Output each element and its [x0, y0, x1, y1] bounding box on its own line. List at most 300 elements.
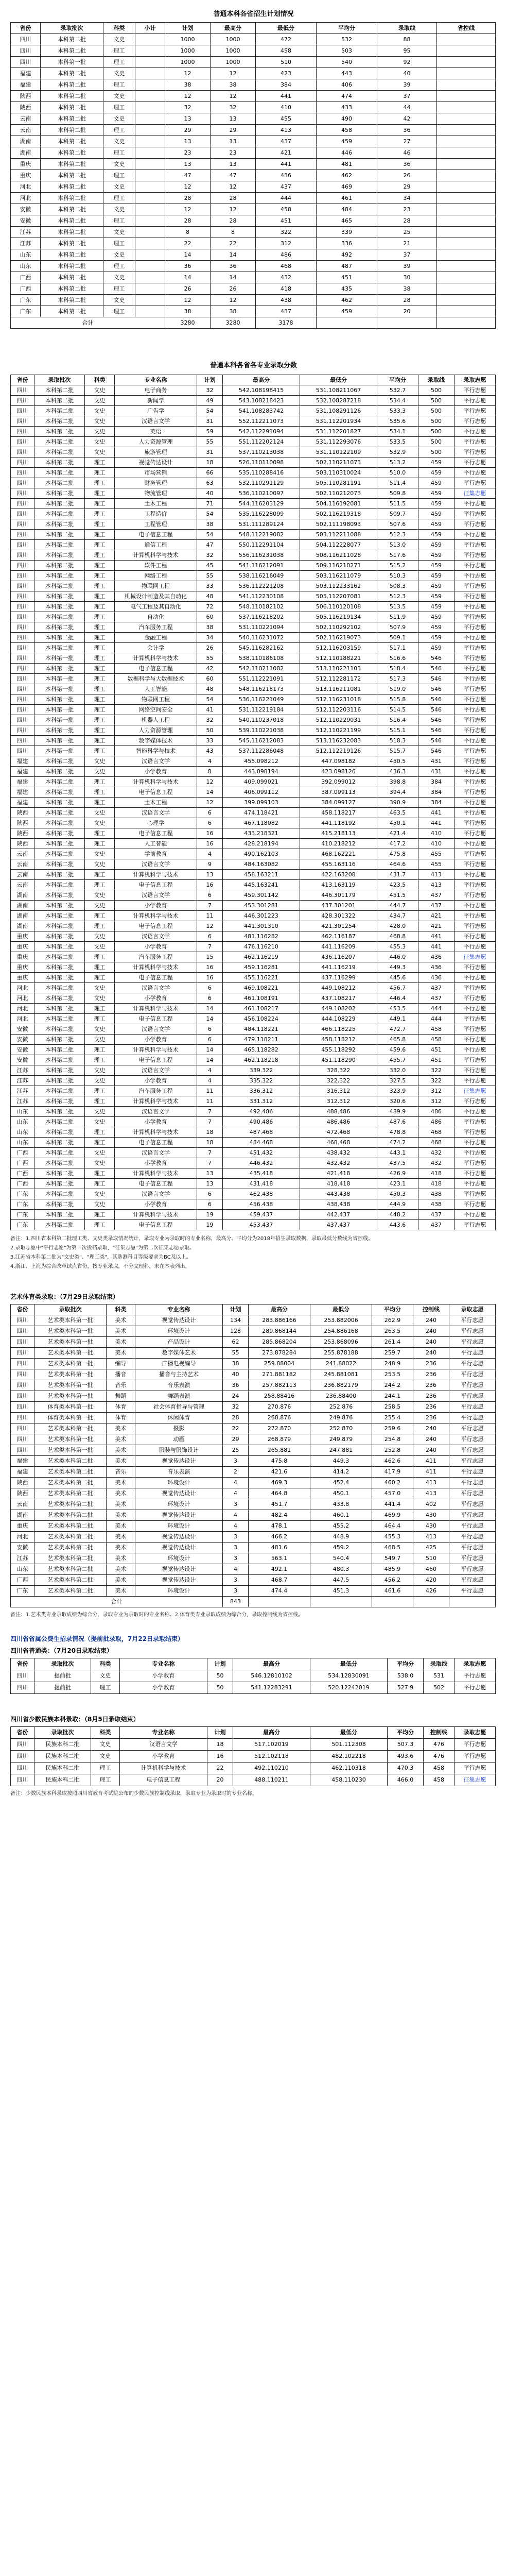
- table-cell: 陕西: [11, 839, 34, 849]
- table-cell: 陕西: [11, 808, 34, 818]
- table-cell: 459.301142: [223, 890, 300, 901]
- table-cell: 272.870: [249, 1423, 310, 1434]
- table-cell: 本科第二批: [34, 767, 85, 777]
- table-cell: 理工: [85, 561, 115, 571]
- table-cell: 490.162103: [223, 849, 300, 859]
- table-cell: 理工: [85, 684, 115, 694]
- table-cell: 理工: [85, 952, 115, 962]
- table-row: [11, 1553, 496, 1564]
- table-cell: 441: [256, 159, 317, 170]
- table-cell: 444.7: [377, 901, 418, 911]
- table-cell: 广东: [11, 1199, 34, 1210]
- table-cell: 428.301322: [300, 911, 377, 921]
- table-cell: 513.110221103: [300, 664, 377, 674]
- table-cell: 456.7: [377, 983, 418, 993]
- table-cell: 254.886168: [310, 1326, 372, 1337]
- table-cell: 504.116192081: [300, 499, 377, 509]
- table-cell: 体育: [107, 1413, 135, 1423]
- table-cell: 电子信息工程: [115, 787, 197, 798]
- table-cell: 文史: [85, 1158, 115, 1168]
- table-cell: 413: [418, 880, 454, 890]
- table-cell: 455: [256, 113, 317, 125]
- table-cell: [437, 57, 496, 68]
- table-cell: 本科第二批: [34, 1199, 85, 1210]
- table-cell: 451.3: [310, 1586, 372, 1597]
- table-cell: 247.881: [310, 1445, 372, 1456]
- table-cell: 54: [197, 406, 223, 416]
- table-cell: 本科第二批: [34, 1210, 85, 1220]
- art-table-header: [11, 1304, 496, 1315]
- table-cell: 459.116281: [223, 962, 300, 973]
- table-row: [11, 45, 496, 57]
- table-cell: 478.8: [377, 1127, 418, 1138]
- table-cell: 文史: [85, 1107, 115, 1117]
- table-cell: 509.7: [377, 509, 418, 519]
- table-row: [11, 1359, 496, 1369]
- table-cell: 江苏: [11, 1076, 34, 1086]
- table-cell: 3: [223, 1499, 249, 1510]
- table-cell: 本科第二批: [41, 283, 103, 295]
- table-cell: 四川: [11, 581, 34, 591]
- table-cell: 32: [165, 102, 211, 113]
- table-cell: 社会体育指导与管理: [135, 1402, 223, 1413]
- table-cell: 32: [197, 385, 223, 396]
- table-cell: 512.3: [377, 591, 418, 602]
- table-cell: 四川: [11, 519, 34, 530]
- table-cell: 视觉传达设计: [135, 1564, 223, 1575]
- table-cell: 545.116282162: [223, 643, 300, 653]
- table-cell: 480.3: [310, 1564, 372, 1575]
- table-cell: 平行志愿: [454, 808, 496, 818]
- table-cell: 532.110291129: [223, 478, 300, 488]
- table-cell: 25: [377, 227, 437, 238]
- table-row: [11, 272, 496, 283]
- table-cell: 32: [197, 550, 223, 561]
- table-cell: 474.2: [377, 1138, 418, 1148]
- table-row: [11, 787, 496, 798]
- table-cell: 四川: [11, 396, 34, 406]
- table-cell: [135, 170, 165, 181]
- table-row: [11, 68, 496, 79]
- table-cell: 理工: [103, 57, 135, 68]
- table-cell: 468: [418, 1127, 454, 1138]
- public-table-header: [11, 1658, 496, 1670]
- table-cell: 128: [223, 1326, 249, 1337]
- table-cell: 计算机科学与技术: [115, 1004, 197, 1014]
- table-cell: 平行志愿: [449, 1423, 496, 1434]
- table-cell: 26: [197, 643, 223, 653]
- table-cell: 电子商务: [115, 385, 197, 396]
- table-row: [11, 808, 496, 818]
- table-cell: 3: [223, 1553, 249, 1564]
- table-cell: 513.2: [377, 457, 418, 468]
- table-cell: 431: [418, 767, 454, 777]
- table-cell: 434.7: [377, 911, 418, 921]
- table-cell: [135, 125, 165, 136]
- table-cell: 工程造价: [115, 509, 197, 519]
- table-cell: 艺术类本科第一批: [34, 1315, 107, 1326]
- table-cell: 12: [165, 91, 211, 102]
- column-header: 平均分: [377, 375, 418, 385]
- table-cell: 415.218113: [300, 828, 377, 839]
- table-cell: 四川: [11, 1423, 34, 1434]
- column-header: 最高分: [211, 23, 256, 34]
- table-cell: 31: [197, 447, 223, 457]
- table-cell: 理工: [85, 787, 115, 798]
- table-cell: 理工: [85, 633, 115, 643]
- table-cell: 本科第二批: [34, 911, 85, 921]
- table-row: [11, 1107, 496, 1117]
- table-cell: 466.118225: [300, 1024, 377, 1035]
- table-cell: 502.110292102: [300, 622, 377, 633]
- table-cell: 249.879: [310, 1434, 372, 1445]
- table-cell: 38: [223, 1359, 249, 1369]
- table-cell: 环境设计: [135, 1478, 223, 1488]
- table-row: [11, 1096, 496, 1107]
- table-row: [11, 942, 496, 952]
- table-cell: 文史: [85, 818, 115, 828]
- column-header: 省份: [11, 1304, 34, 1315]
- table-cell: 450.1: [310, 1488, 372, 1499]
- table-cell: 423: [256, 68, 317, 79]
- table-cell: 平行志愿: [454, 1682, 496, 1694]
- table-cell: 美术: [107, 1499, 135, 1510]
- table-cell: 410: [418, 828, 454, 839]
- column-header: 省控线: [437, 23, 496, 34]
- table-cell: 本科第二批: [34, 931, 85, 942]
- table-row: [11, 159, 496, 170]
- table-cell: 248.9: [372, 1359, 413, 1369]
- table-cell: 258.5: [372, 1402, 413, 1413]
- table-cell: 本科第二批: [34, 540, 85, 550]
- table-cell: 本科第二批: [34, 798, 85, 808]
- table-cell: 河北: [11, 181, 41, 193]
- table-cell: 陕西: [11, 1488, 34, 1499]
- table-cell: 电子信息工程: [115, 880, 197, 890]
- table-cell: 平行志愿: [449, 1521, 496, 1532]
- table-cell: 本科第二批: [34, 1107, 85, 1117]
- table-cell: 253.5: [372, 1369, 413, 1380]
- table-row: [11, 1774, 496, 1786]
- table-cell: 本科第一批: [34, 684, 85, 694]
- table-row: [11, 1168, 496, 1179]
- table-cell: 459: [317, 136, 377, 147]
- table-cell: 459: [418, 478, 454, 488]
- table-cell: 山东: [11, 249, 41, 261]
- table-cell: 本科第二批: [34, 1004, 85, 1014]
- table-cell: 四川: [11, 1445, 34, 1456]
- table-cell: 理工: [85, 1168, 115, 1179]
- table-cell: 四川: [11, 1380, 34, 1391]
- table-cell: 文史: [85, 437, 115, 447]
- table-row: [11, 653, 496, 664]
- table-cell: 468.162221: [300, 849, 377, 859]
- table-cell: 7: [197, 1158, 223, 1168]
- table-cell: 88: [377, 34, 437, 45]
- table-cell: 本科第二批: [34, 1035, 85, 1045]
- table-cell: 汉语言文学: [115, 416, 197, 427]
- table-cell: 322: [418, 1065, 454, 1076]
- table-cell: 406: [317, 79, 377, 91]
- table-cell: 446.432: [223, 1158, 300, 1168]
- table-cell: 环境设计: [135, 1586, 223, 1597]
- table-cell: 重庆: [11, 931, 34, 942]
- table-cell: 物联网工程: [115, 581, 197, 591]
- table-cell: 384: [418, 777, 454, 787]
- table-cell: 平行志愿: [454, 736, 496, 746]
- table-cell: 540.4: [310, 1553, 372, 1564]
- table-cell: 38: [377, 283, 437, 295]
- table-row: [11, 746, 496, 756]
- table-cell: 平行志愿: [454, 396, 496, 406]
- table-cell: 人工智能: [115, 839, 197, 849]
- table-row: [11, 1488, 496, 1499]
- table-cell: [135, 68, 165, 79]
- table-cell: 22: [207, 1762, 233, 1774]
- table-cell: 本科第一批: [34, 736, 85, 746]
- table-cell: 339.322: [223, 1065, 300, 1076]
- table-cell: 482.4: [249, 1510, 310, 1521]
- table-cell: 四川: [11, 746, 34, 756]
- table-cell: 459: [418, 457, 454, 468]
- table-cell: 517.1: [377, 643, 418, 653]
- column-header: 科类: [107, 1304, 135, 1315]
- table-cell: 459.437: [223, 1210, 300, 1220]
- table-cell: 平行志愿: [454, 468, 496, 478]
- table-cell: 理工: [85, 973, 115, 983]
- table-cell: 6: [197, 808, 223, 818]
- column-header: 科类: [91, 1727, 120, 1739]
- table-cell: 470.3: [388, 1762, 424, 1774]
- table-row: [11, 170, 496, 181]
- table-row: [11, 1575, 496, 1586]
- table-cell: 542.108198415: [223, 385, 300, 396]
- table-cell: 448.2: [377, 1210, 418, 1220]
- table-cell: 500: [418, 406, 454, 416]
- table-cell: 6: [197, 1024, 223, 1035]
- table-cell: 437: [418, 890, 454, 901]
- table-cell: 390.9: [377, 798, 418, 808]
- table-cell: 征集志愿: [454, 1086, 496, 1096]
- table-cell: 36: [377, 159, 437, 170]
- table-cell: 458: [424, 1774, 454, 1786]
- table-cell: 458: [256, 204, 317, 215]
- table-cell: 502.116219318: [300, 509, 377, 519]
- column-header: 平均分: [388, 1727, 424, 1739]
- table-cell: 平行志愿: [454, 1096, 496, 1107]
- table-cell: 美术: [107, 1488, 135, 1499]
- table-cell: 26: [211, 283, 256, 295]
- table-row: [11, 1076, 496, 1086]
- table-cell: 438: [256, 295, 317, 306]
- table-cell: 437: [418, 983, 454, 993]
- table-cell: 437: [418, 1220, 454, 1230]
- table-cell: 50: [207, 1682, 233, 1694]
- table-cell: 28: [377, 295, 437, 306]
- table-cell: 产品设计: [135, 1337, 223, 1348]
- table-cell: 16: [207, 1751, 233, 1762]
- table-row: [11, 1670, 496, 1682]
- table-cell: [135, 79, 165, 91]
- table-cell: 四川: [11, 1391, 34, 1402]
- table-cell: 27: [377, 136, 437, 147]
- table-cell: 500: [418, 427, 454, 437]
- table-cell: 体育类本科第一批: [34, 1413, 107, 1423]
- table-cell: 艺术类本科第一批: [34, 1445, 107, 1456]
- table-row: [11, 1326, 496, 1337]
- table-cell: 理工: [85, 602, 115, 612]
- table-cell: 理工: [85, 519, 115, 530]
- table-cell: [249, 1597, 310, 1607]
- table-cell: 332.0: [377, 1065, 418, 1076]
- table-cell: 平行志愿: [454, 653, 496, 664]
- table-cell: 福建: [11, 68, 41, 79]
- table-cell: 259.7: [372, 1348, 413, 1359]
- table-cell: 文史: [103, 68, 135, 79]
- table-cell: 理工: [103, 45, 135, 57]
- column-header: 录取志愿: [454, 1658, 496, 1670]
- table-row: [11, 798, 496, 808]
- table-cell: 533.3: [377, 406, 418, 416]
- table-cell: 本科第二批: [41, 215, 103, 227]
- table-cell: 531: [424, 1670, 454, 1682]
- table-cell: 458: [418, 1024, 454, 1035]
- table-cell: 本科第二批: [34, 519, 85, 530]
- table-cell: 小学教育: [115, 1199, 197, 1210]
- table-cell: 平行志愿: [449, 1586, 496, 1597]
- table-cell: 398.8: [377, 777, 418, 787]
- table-cell: 446.0: [377, 952, 418, 962]
- table-cell: 音乐: [107, 1467, 135, 1478]
- table-row: [11, 1065, 496, 1076]
- table-cell: 249.876: [310, 1413, 372, 1423]
- table-cell: 平行志愿: [454, 870, 496, 880]
- table-cell: 486: [418, 1107, 454, 1117]
- table-cell: 502: [424, 1682, 454, 1694]
- table-cell: 446.4: [377, 993, 418, 1004]
- table-cell: 469.9: [372, 1510, 413, 1521]
- table-cell: 546: [418, 674, 454, 684]
- table-cell: 513.0: [377, 540, 418, 550]
- table-cell: 436.116207: [300, 952, 377, 962]
- total-row: [11, 317, 496, 329]
- table-cell: 4: [197, 1065, 223, 1076]
- table-cell: 63: [197, 478, 223, 488]
- table-row: [11, 530, 496, 540]
- table-cell: 458: [424, 1762, 454, 1774]
- table-cell: 552.112211073: [223, 416, 300, 427]
- table-cell: 四川: [11, 1326, 34, 1337]
- table-cell: 505.110281191: [300, 478, 377, 488]
- table-cell: 智能科学与技术: [115, 746, 197, 756]
- table-cell: [437, 215, 496, 227]
- table-cell: 542.110211082: [223, 664, 300, 674]
- table-cell: 532.108287218: [300, 396, 377, 406]
- table-cell: 481: [317, 159, 377, 170]
- table-row: [11, 715, 496, 725]
- table-cell: 平行志愿: [454, 1210, 496, 1220]
- table-cell: 平行志愿: [454, 571, 496, 581]
- table-row: [11, 1467, 496, 1478]
- table-cell: 艺术类本科第二批: [34, 1510, 107, 1521]
- table-row: [11, 1445, 496, 1456]
- table-cell: 平行志愿: [454, 1762, 496, 1774]
- table-cell: 艺术类本科第二批: [34, 1553, 107, 1564]
- table-cell: 432: [418, 1148, 454, 1158]
- table-cell: 本科第二批: [34, 1168, 85, 1179]
- table-cell: 平行志愿: [454, 1004, 496, 1014]
- table-cell: 468: [418, 1138, 454, 1148]
- table-cell: 网络工程: [115, 571, 197, 581]
- table-cell: 平行志愿: [454, 1168, 496, 1179]
- table-cell: 平行志愿: [454, 1739, 496, 1751]
- table-cell: 459: [418, 633, 454, 643]
- table-cell: 美术: [107, 1521, 135, 1532]
- table-cell: 33: [197, 736, 223, 746]
- table-cell: 平行志愿: [454, 911, 496, 921]
- table-cell: 理工: [91, 1774, 120, 1786]
- table-cell: 电子信息工程: [115, 1055, 197, 1065]
- table-row: [11, 1004, 496, 1014]
- table-cell: 本科第二批: [34, 756, 85, 767]
- table-cell: 458: [418, 1035, 454, 1045]
- table-cell: 艺术类本科第一批: [34, 1337, 107, 1348]
- table-cell: 本科第一批: [34, 715, 85, 725]
- table-cell: 理工: [103, 170, 135, 181]
- table-row: [11, 643, 496, 653]
- table-cell: 479.118211: [223, 1035, 300, 1045]
- table-cell: 本科第二批: [41, 295, 103, 306]
- column-header: 最低分: [300, 375, 377, 385]
- table-cell: 413: [413, 1488, 449, 1499]
- table-cell: 4: [223, 1478, 249, 1488]
- table-cell: 山东: [11, 1127, 34, 1138]
- table-cell: 平行志愿: [449, 1434, 496, 1445]
- table-cell: 12: [211, 68, 256, 79]
- table-cell: 441: [256, 91, 317, 102]
- table-row: [11, 181, 496, 193]
- table-cell: [437, 136, 496, 147]
- table-cell: 253.868096: [310, 1337, 372, 1348]
- table-cell: [135, 113, 165, 125]
- table-cell: 民族本科二批: [34, 1751, 91, 1762]
- table-cell: 312: [256, 238, 317, 249]
- table-cell: 本科第二批: [41, 227, 103, 238]
- table-row: [11, 591, 496, 602]
- table-cell: 广东: [11, 1586, 34, 1597]
- table-cell: 四川: [11, 550, 34, 561]
- table-cell: 465: [317, 215, 377, 227]
- table-cell: 美术: [107, 1575, 135, 1586]
- table-cell: 538.110186108: [223, 653, 300, 664]
- table-cell: 会计学: [115, 643, 197, 653]
- table-cell: 本科第二批: [34, 1220, 85, 1230]
- table-cell: 文史: [103, 227, 135, 238]
- table-cell: 文史: [85, 1024, 115, 1035]
- table-cell: 理工: [85, 612, 115, 622]
- table-cell: 6: [197, 931, 223, 942]
- table-cell: 四川: [11, 457, 34, 468]
- table-cell: 理工: [85, 550, 115, 561]
- section1-title: 普通本科各省招生计划情况: [213, 10, 294, 18]
- table-cell: 平行志愿: [454, 746, 496, 756]
- table-cell: 435: [317, 283, 377, 295]
- table-cell: 平行志愿: [454, 942, 496, 952]
- table-row: [11, 1189, 496, 1199]
- table-cell: 441: [418, 931, 454, 942]
- table-cell: 平行志愿: [454, 1076, 496, 1086]
- table-cell: 福建: [11, 79, 41, 91]
